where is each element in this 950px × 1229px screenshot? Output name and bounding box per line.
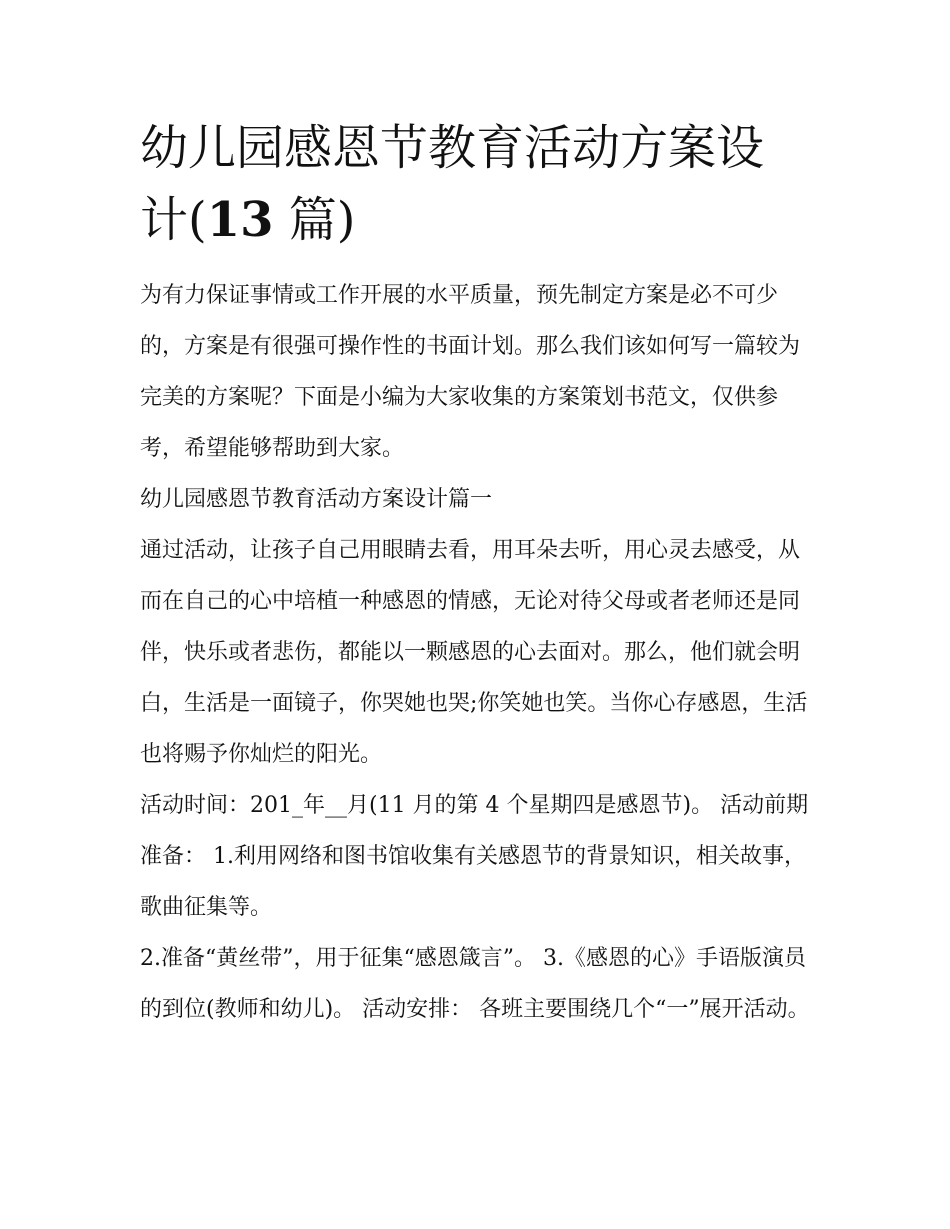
title-line-2-suffix: 篇)	[273, 192, 356, 248]
document-page	[140, 112, 820, 1035]
title-line-2-prefix: 计(	[140, 192, 207, 248]
title-number: 13	[206, 192, 274, 248]
section-heading: 幼儿园感恩节教育活动方案设计篇一	[140, 487, 493, 512]
intro-paragraph: 为有力保证事情或工作开展的水平质量，预先制定方案是必不可少的，方案是有很强可操作性的书面计划。那么我们该如何写一篇较为完美的方案呢？下面是小编为大家收集的方案策划书范文，仅供参考，希望能够帮助到大家。	[140, 283, 801, 461]
title-line-1: 幼儿园感恩节教育活动方案设	[140, 120, 765, 176]
document-title	[140, 112, 820, 256]
body-paragraph-arrangement: 2.准备“黄丝带”，用于征集“感恩箴言”。 3.《感恩的心》手语版演员的到位(教师和幼儿)。 活动安排： 各班主要围绕几个“一”展开活动。	[140, 946, 810, 1022]
body-paragraph-purpose: 通过活动，让孩子自己用眼睛去看，用耳朵去听，用心灵去感受，从而在自己的心中培植一种感恩的情感，无论对待父母或者老师还是同伴，快乐或者悲伤，都能以一颗感恩的心去面对。那么，他们就会明白，生活是一面镜子，你哭她也哭;你笑她也笑。当你心存感恩，生活也将赐予你灿烂的阳光。	[140, 538, 808, 767]
body-paragraph-time-preparation: 活动时间：201_年__月(11 月的第 4 个星期四是感恩节)。 活动前期准备： 1.利用网络和图书馆收集有关感恩节的背景知识，相关故事，歌曲征集等。	[140, 793, 809, 920]
